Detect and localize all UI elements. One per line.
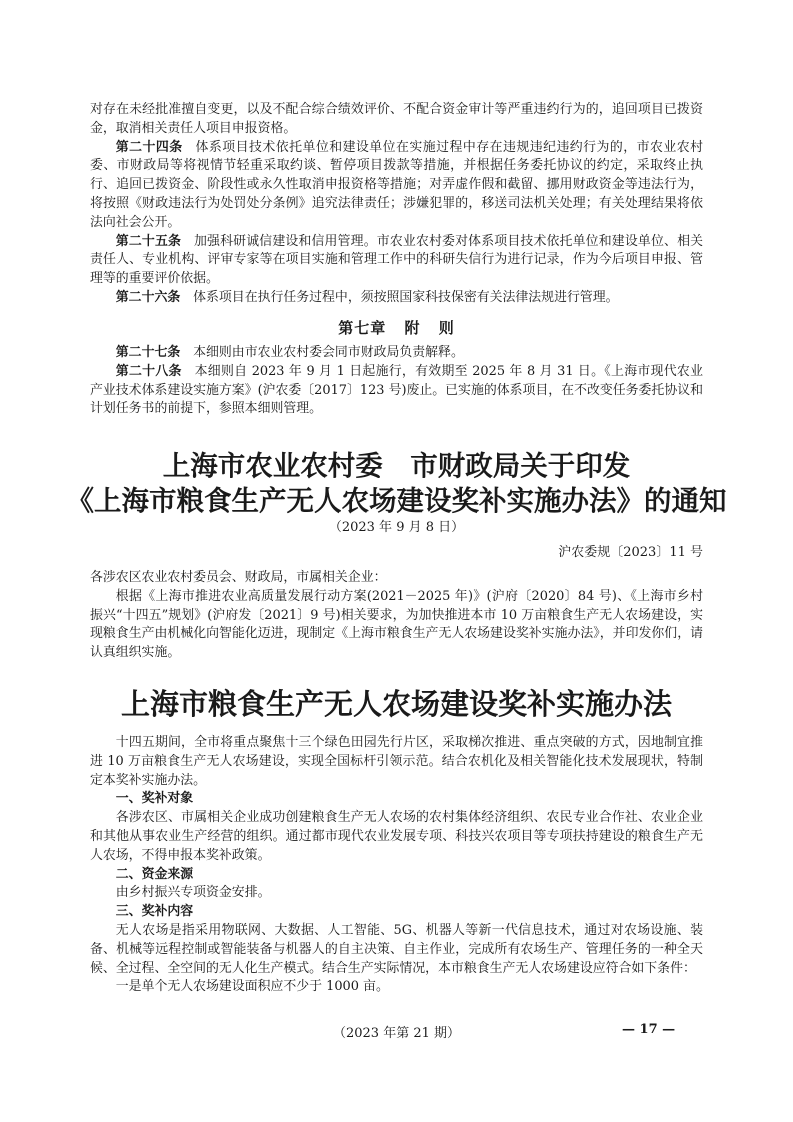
article-label: 第二十八条 [115, 363, 182, 379]
notice-title-line2: 《上海市粮食生产无人农场建设奖补实施办法》的通知 [66, 485, 727, 517]
article-label: 第二十七条 [115, 345, 181, 360]
article-24 [90, 139, 703, 233]
article-text: 加强科研诚信建设和信用管理。市农业农村委对体系项目技术依托单位和建设单位、相关责任人、专业机构、评审专家等在项目实施和管理工作中的科研失信行为进行记录，作为今后项目申报、管理等的重要评价依据。 [90, 233, 704, 287]
article-label: 第二十四条 [115, 139, 183, 155]
chapter-heading: 第七章 附 则 [338, 319, 455, 337]
page-number: — 17 — [622, 1022, 676, 1037]
document-number: 沪农委规〔2023〕11 号 [558, 545, 703, 560]
intro-paragraph: 十四五期间，全市将重点聚焦十三个绿色田园先行片区，采取梯次推进、重点突破的方式，因地制宜推进 10 万亩粮食生产无人农场建设，实现全国标杆引领示范。结合农机化及相关智能化技术发展现状，特制定本奖补实施办法。 [90, 735, 703, 788]
section-chapter-7 [90, 344, 703, 419]
article-text: 体系项目技术依托单位和建设单位在实施过程中存在违规违纪违约行为的，市农业农村委、市财政局等将视情节轻重采取约谈、暂停项目拨款等措施，并根据任务委托协议的约定，采取终止执行、追回已拨资金、阶段性或永久性取消申报资格等措施；对弄虚作假和截留、挪用财政资金等违法行为，将按照《财政违法行为处罚处分条例》追究法律责任；涉嫌犯罪的，移送司法机关处理；有关处理结果将依法向社会公开。 [90, 139, 704, 230]
article-text: 本细则由市农业农村委会同市财政局负责解释。 [193, 345, 464, 360]
article-label: 第二十五条 [115, 233, 182, 249]
article-26 [90, 289, 703, 308]
article-text: 本细则自 2023 年 9 月 1 日起施行，有效期至 2025 年 8 月 31 日。《上海市现代农业产业技术体系建设实施方案》(沪农委〔2017〕123 号)废止。已实施的体系项目，在不改变任务委托协议和计划任务书的前提下，参照本细则管理。 [90, 363, 703, 417]
paragraph: 对存在未经批准擅自变更，以及不配合综合绩效评价、不配合资金审计等严重违约行为的，追回项目已拨资金，取消相关责任人项目申报资格。 [90, 102, 703, 136]
notice-date: （2023 年 9 月 8 日） [328, 520, 465, 535]
notice-title-line1: 上海市农业农村委 市财政局关于印发 [162, 450, 631, 482]
article-27 [90, 344, 703, 363]
article-text: 体系项目在执行任务过程中，须按照国家科技保密有关法律法规进行管理。 [193, 289, 619, 305]
paragraph: 一是单个无人农场建设面积应不少于 1000 亩。 [115, 979, 389, 995]
section-articles-24-26 [90, 101, 703, 308]
section-heading: 三、奖补内容 [115, 904, 194, 920]
paragraph: 由乡村振兴专项资金安排。 [115, 885, 271, 901]
article-28 [90, 363, 703, 419]
section-heading: 二、资金来源 [115, 866, 194, 882]
paragraph: 各涉农区、市属相关企业成功创建粮食生产无人农场的农村集体经济组织、农民专业合作社、农业企业和其他从事农业生产经营的组织。通过都市现代农业发展专项、科技兴农项目等专项扶持建设的粮食生产无人农场，不得申报本奖补政策。 [90, 810, 703, 863]
measures-title: 上海市粮食生产无人农场建设奖补实施办法 [120, 687, 672, 721]
article-label: 第二十六条 [115, 289, 181, 305]
notice-body [90, 569, 703, 663]
section-heading: 一、奖补对象 [115, 791, 194, 807]
measures-body [90, 734, 703, 997]
addressee: 各涉农区农业农村委员会、财政局，市属相关企业： [90, 570, 387, 585]
paragraph: 无人农场是指采用物联网、大数据、人工智能、5G、机器人等新一代信息技术，通过对农场设施、装备、机械等远程控制或智能装备与机器人的自主决策、自主作业，完成所有农场生产、管理任务的一种全天候、全过程、全空间的无人化生产模式。结合生产实际情况，本市粮食生产无人农场建设应符合如下条件： [90, 922, 703, 976]
notice-paragraph: 根据《上海市推进农业高质量发展行动方案(2021－2025 年)》(沪府〔2020〕84 号)、《上海市乡村振兴“十四五”规划》(沪府发〔2021〕9 号)相关要求，为加快推进本市 10 万亩粮食生产无人农场建设，实现粮食生产由机械化向智能化迈进，现制定《上海市粮食生产无人农场建设奖补实施办法》，并印发你们，请认真组织实施。 [90, 588, 703, 661]
issue-label: （2023 年第 21 期） [332, 1026, 461, 1041]
article-25 [90, 233, 703, 289]
